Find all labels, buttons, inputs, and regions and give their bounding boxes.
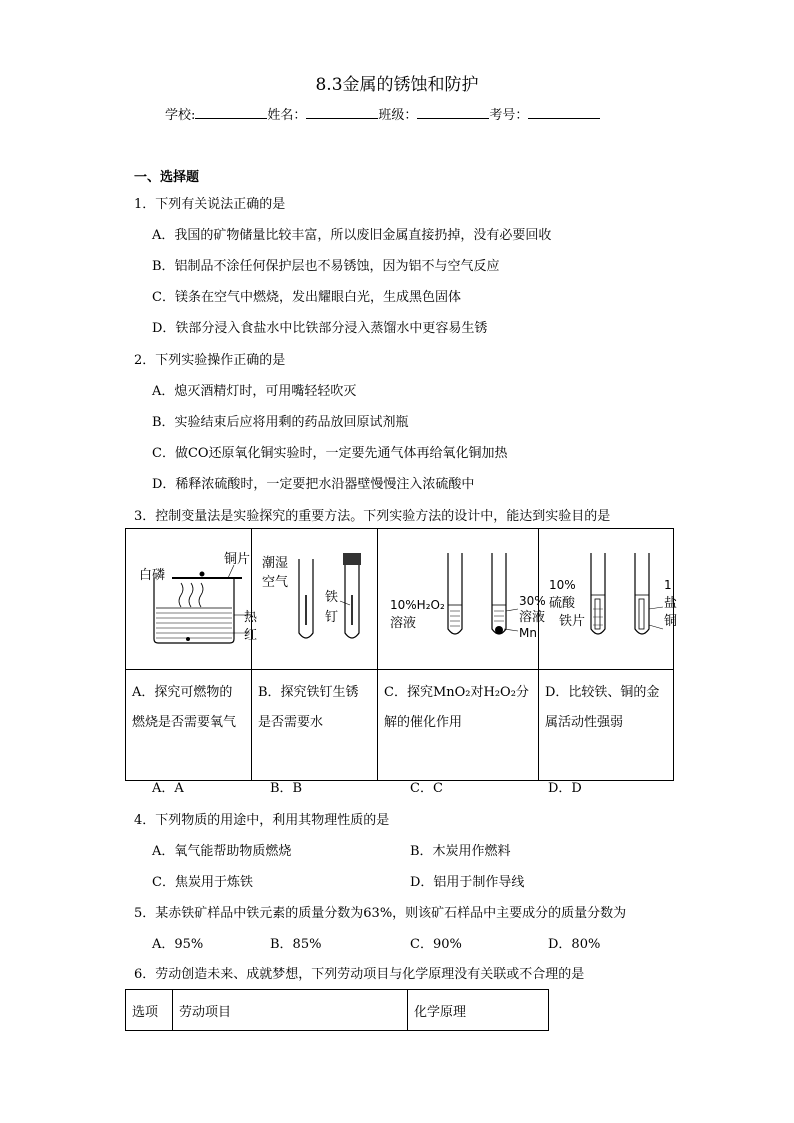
label-copper: 铜 xyxy=(664,614,678,629)
label-sulfuric-acid: 硫酸 xyxy=(549,596,576,611)
q3-option-b[interactable]: B．B xyxy=(270,781,303,796)
q1-option-c[interactable]: C．镁条在空气中燃烧，发出耀眼白光，生成黑色固体 xyxy=(152,290,461,305)
school-label: 学校: xyxy=(165,108,196,123)
label-solution-left: 溶液 xyxy=(390,616,417,631)
q5-stem: 5．某赤铁矿样品中铁元素的质量分数为63%，则该矿石样品中主要成分的质量分数为 xyxy=(134,906,627,921)
q1-stem: 1．下列有关说法正确的是 xyxy=(134,197,286,212)
q2-stem: 2．下列实验操作正确的是 xyxy=(134,353,286,368)
label-1: 1 xyxy=(664,578,672,592)
q2-option-d[interactable]: D．稀释浓硫酸时，一定要把水沿器壁慢慢注入浓硫酸中 xyxy=(152,477,475,492)
q3-experiment-table xyxy=(125,528,678,781)
q3-image-c xyxy=(378,529,546,670)
q6-header-principle: 化学原理 xyxy=(408,990,549,1031)
label-copper-sheet: 铜片 xyxy=(224,552,251,567)
q4-option-b[interactable]: B．木炭用作燃料 xyxy=(410,844,511,859)
q3-stem: 3．控制变量法是实验探究的重要方法。下列实验方法的设计中，能达到实验目的是 xyxy=(134,509,611,524)
label-mno2: Mn xyxy=(519,626,537,640)
iron-nail-tubes-diagram xyxy=(252,529,377,665)
class-label: 班级： xyxy=(378,108,418,123)
q4-option-a[interactable]: A．氧气能帮助物质燃烧 xyxy=(152,844,292,859)
q4-stem: 4．下列物质的用途中，利用其物理性质的是 xyxy=(134,813,390,828)
label-10-percent: 10% xyxy=(549,578,576,592)
q1-option-b[interactable]: B．铝制品不涂任何保护层也不易锈蚀，因为铝不与空气反应 xyxy=(152,259,500,274)
q5-option-b[interactable]: B．85% xyxy=(270,937,322,952)
table-row xyxy=(126,990,549,1031)
school-blank[interactable] xyxy=(195,106,267,119)
section-heading: 一、选择题 xyxy=(134,170,200,185)
q3-cell-c: C．探究MnO₂对H₂O₂分解的催化作用 xyxy=(378,670,539,781)
q3-option-c[interactable]: C．C xyxy=(410,781,443,796)
q2-option-a[interactable]: A．熄灭酒精灯时，可用嘴轻轻吹灭 xyxy=(152,384,357,399)
q5-option-c[interactable]: C．90% xyxy=(410,937,462,952)
metal-activity-tubes-diagram xyxy=(539,529,678,665)
q3-option-a[interactable]: A．A xyxy=(152,781,184,796)
q5-option-a[interactable]: A．95% xyxy=(152,937,204,952)
label-iron: 铁 xyxy=(325,590,339,605)
q3-cell-a: A．探究可燃物的燃烧是否需要氧气 xyxy=(126,670,252,781)
label-hot-water: 热 xyxy=(244,610,258,625)
name-label: 姓名： xyxy=(267,108,307,123)
label-30-percent: 30% xyxy=(519,594,546,608)
number-label: 考号： xyxy=(489,108,529,123)
q3-image-d xyxy=(539,529,678,670)
student-info xyxy=(165,104,600,123)
q5-option-d[interactable]: D．80% xyxy=(548,937,601,952)
q6-header-labor: 劳动项目 xyxy=(173,990,408,1031)
label-air: 空气 xyxy=(262,575,289,590)
q2-option-c[interactable]: C．做CO还原氧化铜实验时，一定要先通气体再给氧化铜加热 xyxy=(152,446,508,461)
q6-header-option: 选项 xyxy=(126,990,173,1031)
q4-option-c[interactable]: C．焦炭用于炼铁 xyxy=(152,875,253,890)
q1-option-d[interactable]: D．铁部分浸入食盐水中比铁部分浸入蒸馏水中更容易生锈 xyxy=(152,321,488,336)
catalyst-tubes-diagram xyxy=(378,529,546,665)
label-nail: 钉 xyxy=(325,610,339,625)
number-blank[interactable] xyxy=(528,106,600,119)
page-title: 8.3金属的锈蚀和防护 xyxy=(315,75,479,95)
label-red-phosphorus: 红 xyxy=(244,628,258,643)
q3-image-b xyxy=(252,529,378,670)
label-solution-right: 溶液 xyxy=(519,610,546,625)
label-hydrochloric: 盐 xyxy=(664,596,678,611)
q3-cell-b: B．探究铁钉生锈是否需要水 xyxy=(252,670,378,781)
q6-table xyxy=(125,989,549,1031)
q3-option-d[interactable]: D．D xyxy=(548,781,582,796)
q1-option-a[interactable]: A．我国的矿物储量比较丰富，所以废旧金属直接扔掉，没有必要回收 xyxy=(152,228,552,243)
q4-option-d[interactable]: D．铝用于制作导线 xyxy=(410,875,525,890)
label-moist: 潮湿 xyxy=(262,556,289,571)
q3-image-a xyxy=(126,529,258,670)
q6-stem: 6．劳动创造未来、成就梦想，下列劳动项目与化学原理没有关联或不合理的是 xyxy=(134,967,585,982)
label-white-phosphorus: 白磷 xyxy=(139,568,166,583)
q2-option-b[interactable]: B．实验结束后应将用剩的药品放回原试剂瓶 xyxy=(152,415,409,430)
label-h2o2-10: 10%H₂O₂ xyxy=(390,598,445,612)
class-blank[interactable] xyxy=(417,106,489,119)
label-iron-sheet: 铁片 xyxy=(559,614,586,629)
q3-cell-d: D．比较铁、铜的金属活动性强弱 xyxy=(539,670,674,781)
name-blank[interactable] xyxy=(306,106,378,119)
combustion-apparatus-diagram xyxy=(126,529,258,665)
